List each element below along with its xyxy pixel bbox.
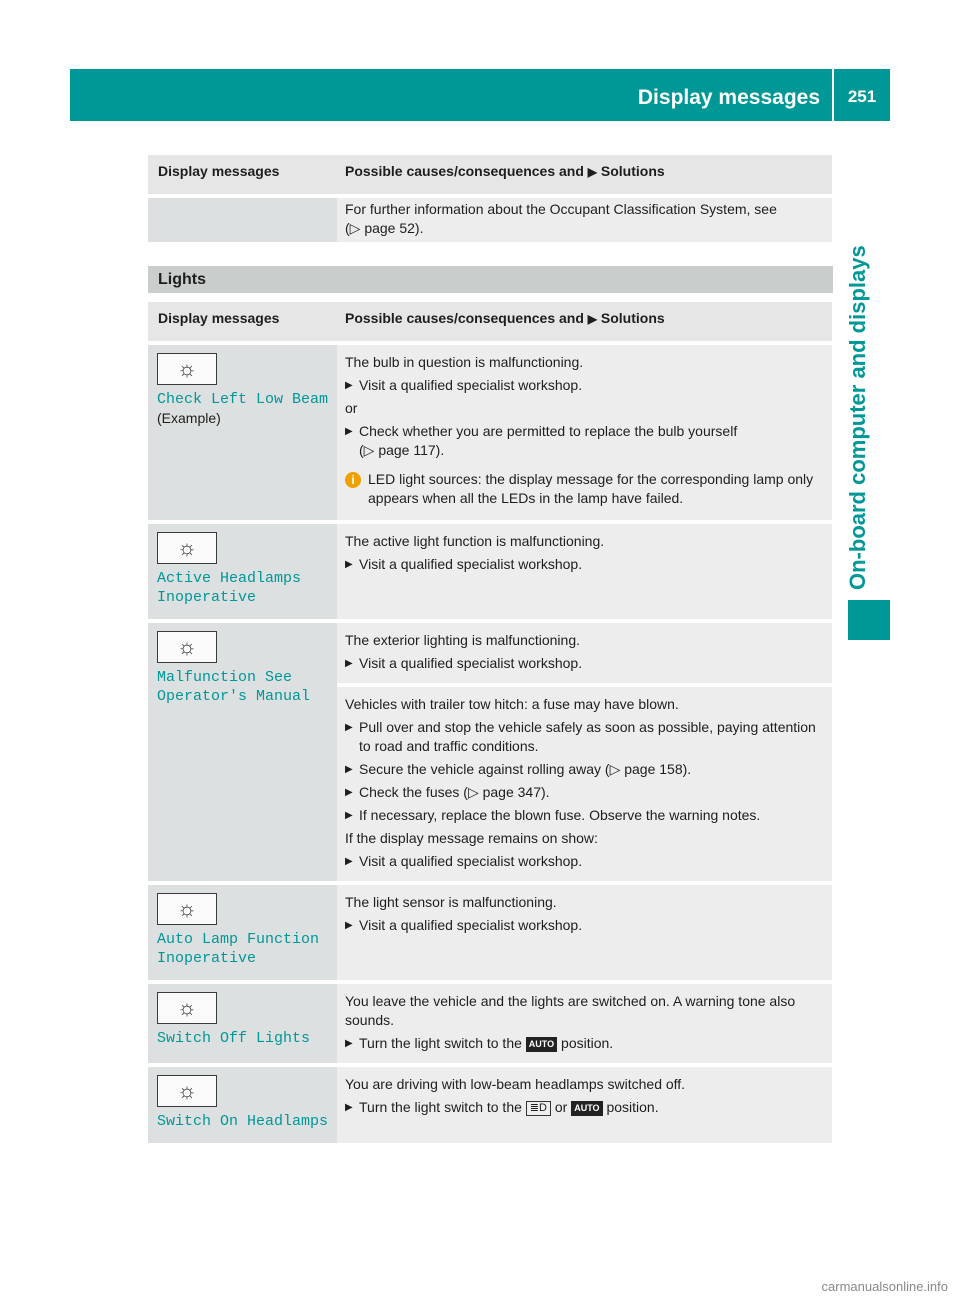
lamp-icon: ☼ <box>157 1075 217 1107</box>
display-message: Switch Off Lights <box>157 1030 311 1047</box>
lamp-icon: ☼ <box>157 992 217 1024</box>
table-row: ☼ Active Headlamps Inoperative The active light function is malfunctioning. ▶ Visit a qualified specialist workshop. <box>148 524 832 619</box>
col-header-messages: Display messages <box>148 302 337 341</box>
table-row: ☼ Switch Off Lights You leave the vehicle and the lights are switched on. A warning tone also sounds. ▶ Turn the light switch to the AUTO position. <box>148 984 832 1063</box>
lamp-icon: ☼ <box>157 631 217 663</box>
arrow-icon: ▶ <box>345 1038 353 1049</box>
top-table <box>148 151 832 246</box>
section-heading: Lights <box>148 266 833 293</box>
arrow-icon: ▶ <box>345 810 353 821</box>
header-bar <box>70 69 832 121</box>
arrow-icon: ▶ <box>345 426 353 437</box>
table-row: ☼ Auto Lamp Function Inoperative The light sensor is malfunctioning. ▶ Visit a qualified specialist workshop. <box>148 885 832 980</box>
display-message: Switch On Headlamps <box>157 1113 329 1130</box>
page-number: 251 <box>847 87 877 106</box>
table-row: ☼ Switch On Headlamps You are driving with low-beam headlamps switched off. ▶ Turn the light switch to the ≣D or AUTO position. <box>148 1067 832 1143</box>
auto-icon: AUTO <box>571 1101 602 1116</box>
arrow-icon: ▶ <box>345 764 353 775</box>
arrow-icon: ▶ <box>345 1102 353 1113</box>
page-title: Display messages <box>637 86 820 109</box>
col-header-causes: Possible causes/consequences and ▶ Solutions <box>337 155 832 194</box>
side-block <box>848 600 890 640</box>
watermark: carmanualsonline.info <box>821 1279 948 1294</box>
display-message: Auto Lamp Function Inoperative <box>157 931 320 967</box>
arrow-icon: ▶ <box>345 856 353 867</box>
lamp-icon: ☼ <box>157 532 217 564</box>
lights-table <box>148 298 832 1147</box>
col-header-messages: Display messages <box>148 155 337 194</box>
table-row: ☼ Check Left Low Beam (Example) The bulb in question is malfunctioning. ▶ Visit a qualified specialist workshop. or ▶ Check whether you are permitted to replace the bulb yourself (▷ page 117). i LED light sources: the display message for the corresponding lamp only appears when all the LEDs in the lamp have failed. <box>148 345 832 520</box>
side-tab-label: On-board computer and displays <box>845 245 870 590</box>
display-message: Malfunction See Operator's Manual <box>157 669 311 705</box>
lamp-icon: ☼ <box>157 893 217 925</box>
top-text: For further information about the Occupant Classification System, see <box>345 201 777 217</box>
arrow-icon: ▶ <box>345 380 353 391</box>
arrow-icon: ▶ <box>345 920 353 931</box>
arrow-icon: ▶ <box>345 559 353 570</box>
lamp-icon: ☼ <box>157 353 217 385</box>
top-ref: (▷ page 52). <box>345 220 424 236</box>
col-header-causes: Possible causes/consequences and ▶ Solutions <box>337 302 832 341</box>
arrow-icon: ▶ <box>345 787 353 798</box>
arrow-icon: ▶ <box>345 658 353 669</box>
display-message: Check Left Low Beam <box>157 391 329 408</box>
page-number-box <box>834 69 890 121</box>
low-beam-icon: ≣D <box>526 1101 551 1116</box>
info-icon: i <box>345 472 361 488</box>
auto-icon: AUTO <box>526 1037 557 1052</box>
display-message: Active Headlamps Inoperative <box>157 570 302 606</box>
table-row: ☼ Malfunction See Operator's Manual The exterior lighting is malfunctioning. ▶ Visit a qualified specialist workshop. Vehicles with trailer tow hitch: a fuse may have blown. ▶ Pull over and stop the vehicle safely as soon as possible, paying attention to road and traffic conditions. ▶ Secure the vehicle against rolling away (▷ page 158). ▶ Check the fuses (▷ page 347). ▶ If necessary, replace the blown fuse. Observe the warning notes. If the display message remains on show: ▶ Visit a qualified specialist workshop. <box>148 623 832 881</box>
arrow-icon: ▶ <box>345 722 353 733</box>
